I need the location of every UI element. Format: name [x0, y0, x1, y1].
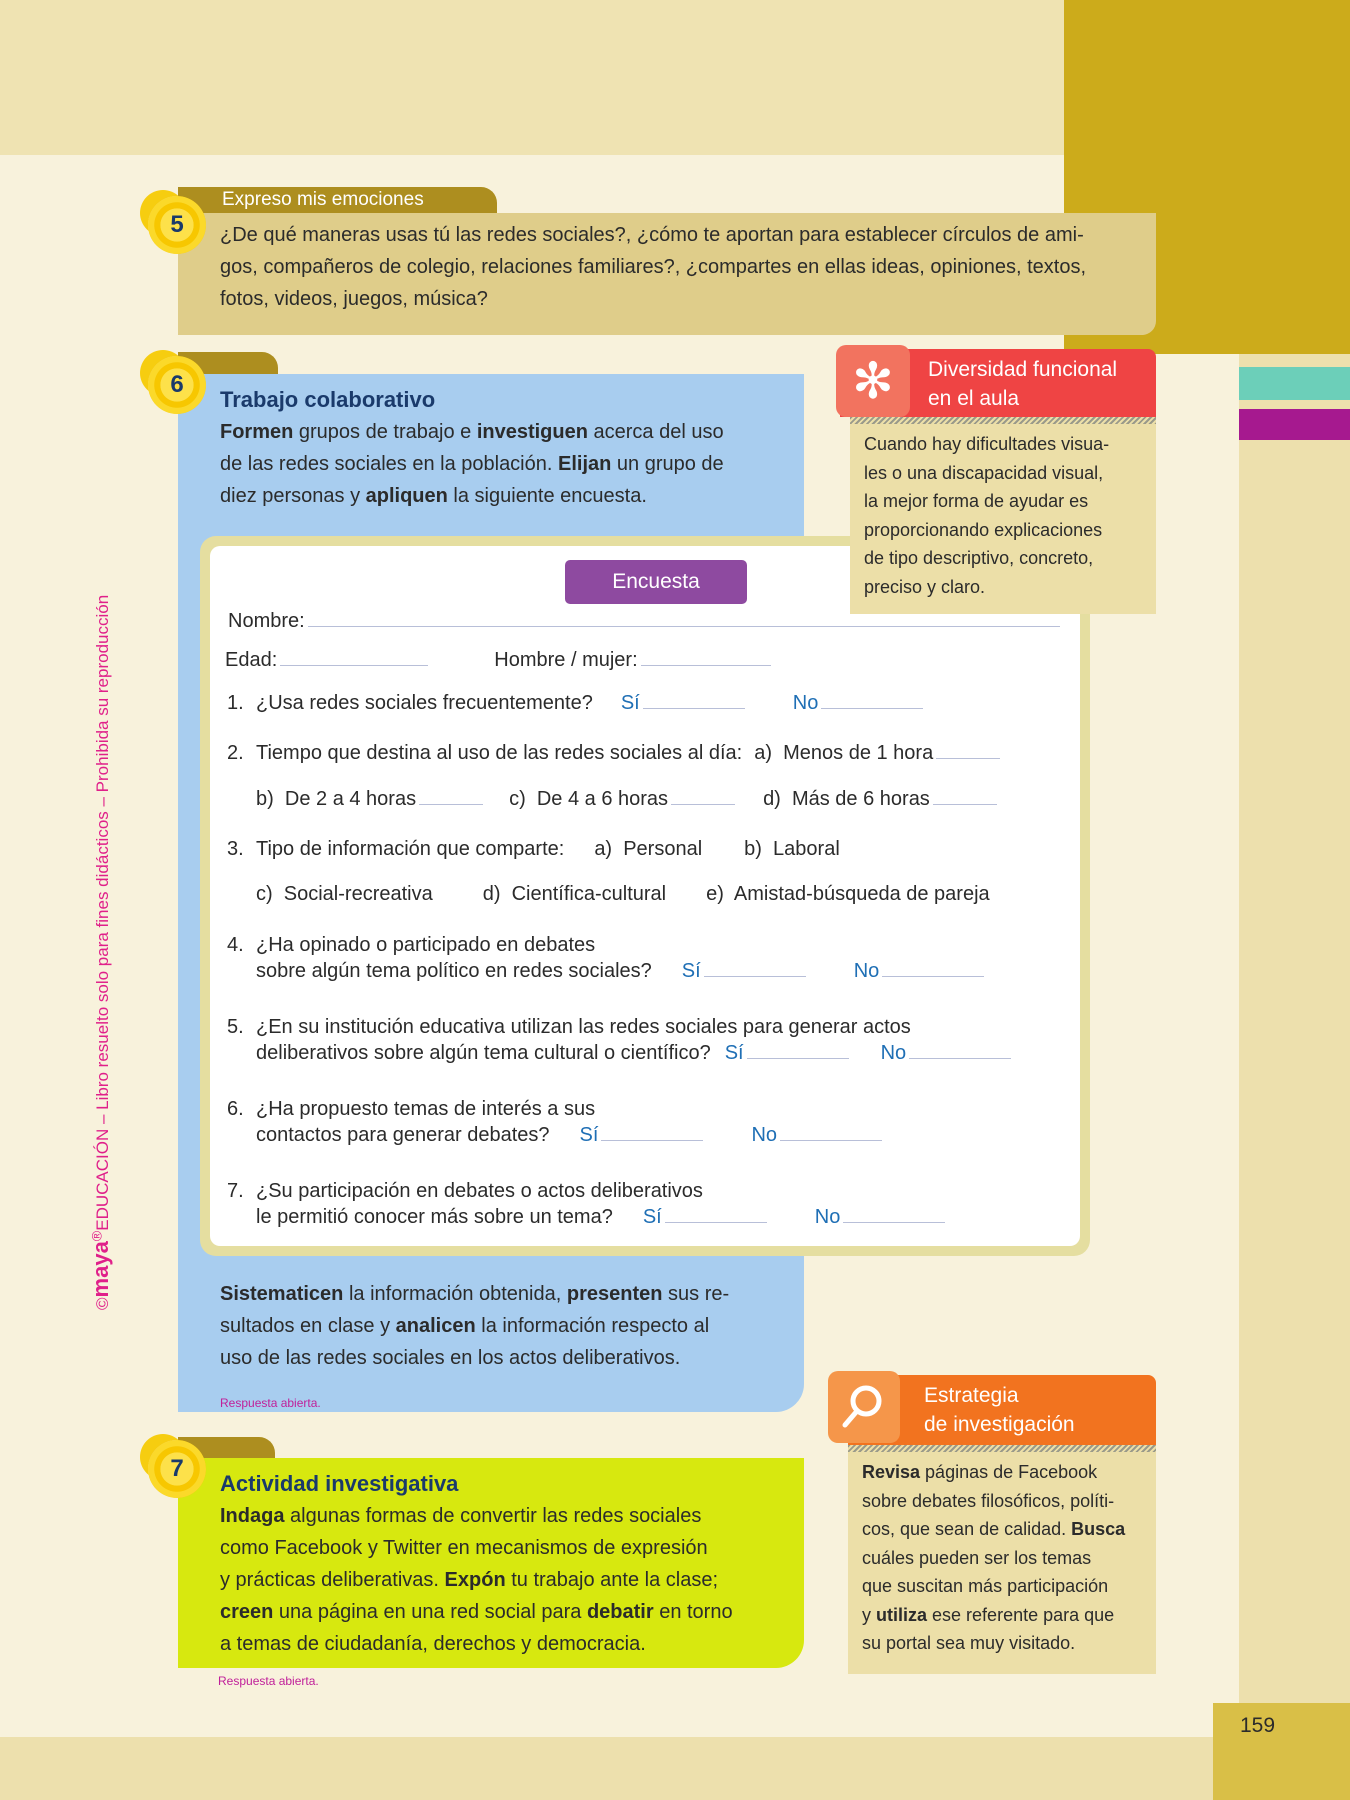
- yes-option: Sí: [620, 692, 640, 714]
- no-option: No: [792, 692, 819, 714]
- activity-number: 5: [170, 211, 184, 238]
- text-line: [220, 1564, 804, 1596]
- strategy-sidebar: [828, 1375, 1156, 1674]
- no-option: No: [853, 960, 880, 982]
- text-line: [864, 544, 1144, 573]
- diversity-sidebar: [836, 349, 1156, 614]
- text-segment: sus re-: [662, 1283, 730, 1305]
- text-line: [220, 219, 1156, 251]
- no-answer-line[interactable]: [909, 1041, 1011, 1059]
- yes-answer-line[interactable]: [704, 959, 806, 977]
- magnifier-icon: [828, 1371, 900, 1443]
- text-segment: ese referente para que: [927, 1604, 1115, 1625]
- text-segment: páginas de Facebook: [920, 1462, 1098, 1482]
- bold-verb: Elijan: [558, 453, 612, 475]
- text-line: [220, 416, 804, 448]
- text-segment: Cuando hay dificultades visua-: [864, 434, 1110, 454]
- survey-card: [200, 536, 1090, 1256]
- text-segment: grupos de trabajo e: [293, 421, 477, 443]
- page-number: 159: [1240, 1714, 1276, 1737]
- text-segment: de las redes sociales en la población.: [220, 453, 558, 475]
- bold-verb: debatir: [586, 1601, 654, 1623]
- text-line: [220, 1628, 804, 1660]
- text-line: [864, 516, 1144, 545]
- question-number: 1.: [227, 692, 244, 714]
- text-line: [220, 480, 804, 512]
- text-line: [864, 487, 1144, 516]
- text-line: [864, 459, 1144, 488]
- text-segment: la información obtenida,: [343, 1283, 567, 1305]
- text-segment: ¿De qué maneras usas tú las redes sociales?, ¿cómo te aportan para establecer círculos de ami-: [220, 224, 1084, 246]
- question-number: 6.: [227, 1098, 244, 1120]
- magenta-tab-marker: [1239, 409, 1350, 440]
- gender-label: Hombre / mujer:: [494, 649, 638, 671]
- text-line: [220, 1596, 804, 1628]
- strategy-text: [848, 1452, 1156, 1674]
- yes-option: Sí: [579, 1124, 599, 1146]
- brand-logo: maya: [88, 1241, 113, 1298]
- text-segment: diez personas y: [220, 485, 366, 507]
- activity-number: 6: [170, 371, 184, 398]
- question-2: [227, 740, 1000, 766]
- page-number-box: [1213, 1703, 1350, 1800]
- text-line: [862, 1515, 1144, 1544]
- survey-title-badge: Encuesta: [565, 560, 747, 604]
- activity-7-title: Actividad investigativa: [220, 1471, 459, 1496]
- gender-input-line[interactable]: [641, 648, 771, 666]
- question-text: contactos para generar debates?: [256, 1124, 550, 1146]
- text-segment: uso de las redes sociales en los actos deliberativos.: [220, 1347, 681, 1369]
- question-number: 5.: [227, 1016, 244, 1038]
- no-answer-line[interactable]: [821, 691, 923, 709]
- text-segment: tu trabajo ante la clase;: [505, 1569, 719, 1591]
- yes-option: Sí: [681, 960, 701, 982]
- text-segment: les o una discapacidad visual,: [864, 462, 1104, 483]
- option-b-line[interactable]: [419, 787, 483, 805]
- text-segment: la siguiente encuesta.: [447, 485, 647, 507]
- bold-verb: Revisa: [862, 1462, 921, 1482]
- text-segment: la información respecto al: [475, 1315, 710, 1337]
- text-line: [862, 1629, 1144, 1658]
- text-line: [864, 573, 1144, 602]
- yes-option: Sí: [724, 1042, 744, 1064]
- option-b: b) De 2 a 4 horas: [256, 788, 417, 810]
- yes-answer-line[interactable]: [643, 691, 745, 709]
- text-line: [220, 1500, 804, 1532]
- text-line: [220, 251, 1156, 283]
- text-segment: como Facebook y Twitter en mecanismos de expresión: [220, 1537, 708, 1559]
- activity-5-tab-title: Expreso mis emociones: [222, 189, 424, 210]
- diversity-text: [850, 424, 1156, 614]
- option-e: e) Amistad-búsqueda de pareja: [706, 883, 990, 905]
- text-line: [862, 1544, 1144, 1573]
- yes-answer-line[interactable]: [601, 1123, 703, 1141]
- bold-verb: Indaga: [220, 1505, 285, 1527]
- bold-verb: Sistematicen: [220, 1283, 344, 1305]
- question-2-options: [256, 786, 997, 812]
- option-d-line[interactable]: [933, 787, 997, 805]
- copyright-symbol: ©: [93, 1297, 112, 1310]
- text-segment: la mejor forma de ayudar es: [864, 491, 1089, 511]
- bold-verb: analicen: [395, 1315, 476, 1337]
- text-segment: en torno: [653, 1601, 733, 1623]
- bold-verb: Busca: [1071, 1519, 1126, 1539]
- no-option: No: [880, 1042, 907, 1064]
- text-segment: preciso y claro.: [864, 576, 986, 597]
- option-a: a) Personal: [594, 838, 703, 860]
- text-segment: proporcionando explicaciones: [864, 519, 1103, 540]
- question-text: ¿Ha opinado o participado en debates: [256, 934, 596, 956]
- activity-6-title: Trabajo colaborativo: [220, 387, 436, 412]
- yes-answer-line[interactable]: [665, 1205, 767, 1223]
- side-strip: [1239, 354, 1350, 1737]
- option-c-line[interactable]: [671, 787, 735, 805]
- activity-6-badge: [148, 356, 206, 414]
- bold-verb: apliquen: [365, 485, 448, 507]
- question-text: Tipo de información que comparte:: [256, 838, 565, 860]
- registered-symbol: ®: [89, 1230, 106, 1242]
- text-line: [862, 1458, 1144, 1487]
- no-answer-line[interactable]: [843, 1205, 945, 1223]
- name-label: Nombre:: [228, 610, 305, 632]
- option-c: c) Social-recreativa: [256, 883, 433, 905]
- question-text: ¿Ha propuesto temas de interés a sus: [256, 1098, 596, 1120]
- copyright-side-text: [88, 480, 114, 1310]
- option-c: c) De 4 a 6 horas: [509, 788, 669, 810]
- question-text: ¿En su institución educativa utilizan las redes sociales para generar actos: [256, 1016, 911, 1038]
- question-number: 3.: [227, 838, 244, 860]
- diversity-title-2: en el aula: [928, 387, 1020, 410]
- question-text: Tiempo que destina al uso de las redes sociales al día:: [256, 742, 743, 764]
- bold-verb: creen: [220, 1601, 274, 1623]
- age-input-line[interactable]: [280, 648, 428, 666]
- text-segment: un grupo de: [611, 453, 724, 475]
- text-segment: acerca del uso: [587, 421, 724, 443]
- strategy-title: Estrategia: [924, 1384, 1019, 1407]
- text-line: [220, 283, 1156, 315]
- text-segment: una página en una red social para: [273, 1601, 587, 1623]
- text-line: [864, 430, 1144, 459]
- text-line: [220, 1278, 729, 1310]
- text-line: [862, 1572, 1144, 1601]
- text-segment: que suscitan más participación: [862, 1576, 1109, 1596]
- activity-6-outro: [220, 1278, 729, 1374]
- question-5: [227, 1014, 1011, 1066]
- activity-5-text: [220, 219, 1156, 315]
- diversity-title: Diversidad funcional: [928, 358, 1118, 381]
- text-segment: y: [862, 1604, 877, 1625]
- question-3-options: [256, 881, 990, 907]
- question-3: [227, 836, 840, 862]
- text-segment: cuáles pueden ser los temas: [862, 1547, 1092, 1568]
- activity-7-badge: [148, 1440, 206, 1498]
- answer-note: Respuesta abierta.: [220, 1396, 321, 1410]
- yes-answer-line[interactable]: [747, 1041, 849, 1059]
- question-number: 4.: [227, 934, 244, 956]
- no-option: No: [814, 1206, 841, 1228]
- answer-note: Respuesta abierta.: [218, 1674, 319, 1688]
- question-text: ¿Su participación en debates o actos deliberativos: [256, 1180, 703, 1202]
- question-text: ¿Usa redes sociales frecuentemente?: [256, 692, 593, 714]
- question-text: deliberativos sobre algún tema cultural o científico?: [256, 1042, 711, 1064]
- text-segment: a temas de ciudadanía, derechos y democracia.: [220, 1633, 646, 1655]
- copyright-notice: EDUCACIÓN – Libro resuelto solo para fines didácticos – Prohibida su reproducción: [93, 594, 112, 1231]
- question-text: sobre algún tema político en redes sociales?: [256, 960, 652, 982]
- bold-verb: Expón: [444, 1569, 506, 1591]
- bottom-band: [0, 1737, 1350, 1800]
- asterisk-flower-icon: ✻: [836, 345, 910, 417]
- text-line: [220, 1342, 729, 1374]
- question-text: le permitió conocer más sobre un tema?: [256, 1206, 613, 1228]
- activity-7-box: [178, 1458, 804, 1668]
- bold-verb: presenten: [566, 1283, 663, 1305]
- activity-6-intro: [220, 416, 804, 512]
- no-answer-line[interactable]: [780, 1123, 882, 1141]
- question-number: 2.: [227, 742, 244, 764]
- text-segment: y prácticas deliberativas.: [220, 1569, 445, 1591]
- option-d: d) Científica-cultural: [482, 883, 667, 905]
- activity-5-badge: [148, 196, 206, 254]
- question-6: [227, 1096, 882, 1148]
- option-a-line[interactable]: [936, 741, 1000, 759]
- text-line: [220, 448, 804, 480]
- bold-verb: investiguen: [476, 421, 588, 443]
- text-segment: fotos, videos, juegos, música?: [220, 288, 488, 310]
- activity-5-box: [178, 213, 1156, 335]
- teal-tab-marker: [1239, 367, 1350, 400]
- text-line: [862, 1487, 1144, 1516]
- question-1: [227, 690, 923, 716]
- option-d: d) Más de 6 horas: [763, 788, 930, 810]
- text-segment: algunas formas de convertir las redes sociales: [284, 1505, 702, 1527]
- activity-number: 7: [170, 1455, 184, 1482]
- no-option: No: [751, 1124, 778, 1146]
- activity-7-text: [220, 1500, 804, 1660]
- option-b: b) Laboral: [744, 838, 840, 860]
- bold-verb: utiliza: [876, 1604, 928, 1625]
- text-line: [220, 1532, 804, 1564]
- text-segment: su portal sea muy visitado.: [862, 1633, 1076, 1653]
- age-gender-row: [225, 647, 771, 673]
- option-a: a) Menos de 1 hora: [754, 742, 934, 764]
- text-segment: sobre debates filosóficos, políti-: [862, 1490, 1115, 1511]
- text-line: [220, 1310, 729, 1342]
- activity-5-tab: [178, 187, 497, 215]
- text-line: [862, 1601, 1144, 1630]
- age-label: Edad:: [225, 649, 278, 671]
- text-segment: gos, compañeros de colegio, relaciones familiares?, ¿compartes en ellas ideas, opiniones, textos,: [220, 256, 1087, 278]
- text-segment: de tipo descriptivo, concreto,: [864, 548, 1094, 568]
- question-7: [227, 1178, 945, 1230]
- yes-option: Sí: [642, 1206, 662, 1228]
- question-number: 7.: [227, 1180, 244, 1202]
- question-4: [227, 932, 984, 984]
- no-answer-line[interactable]: [882, 959, 984, 977]
- text-segment: sultados en clase y: [220, 1315, 396, 1337]
- bold-verb: Formen: [220, 421, 294, 443]
- strategy-title-2: de investigación: [924, 1413, 1075, 1436]
- text-segment: cos, que sean de calidad.: [862, 1519, 1072, 1539]
